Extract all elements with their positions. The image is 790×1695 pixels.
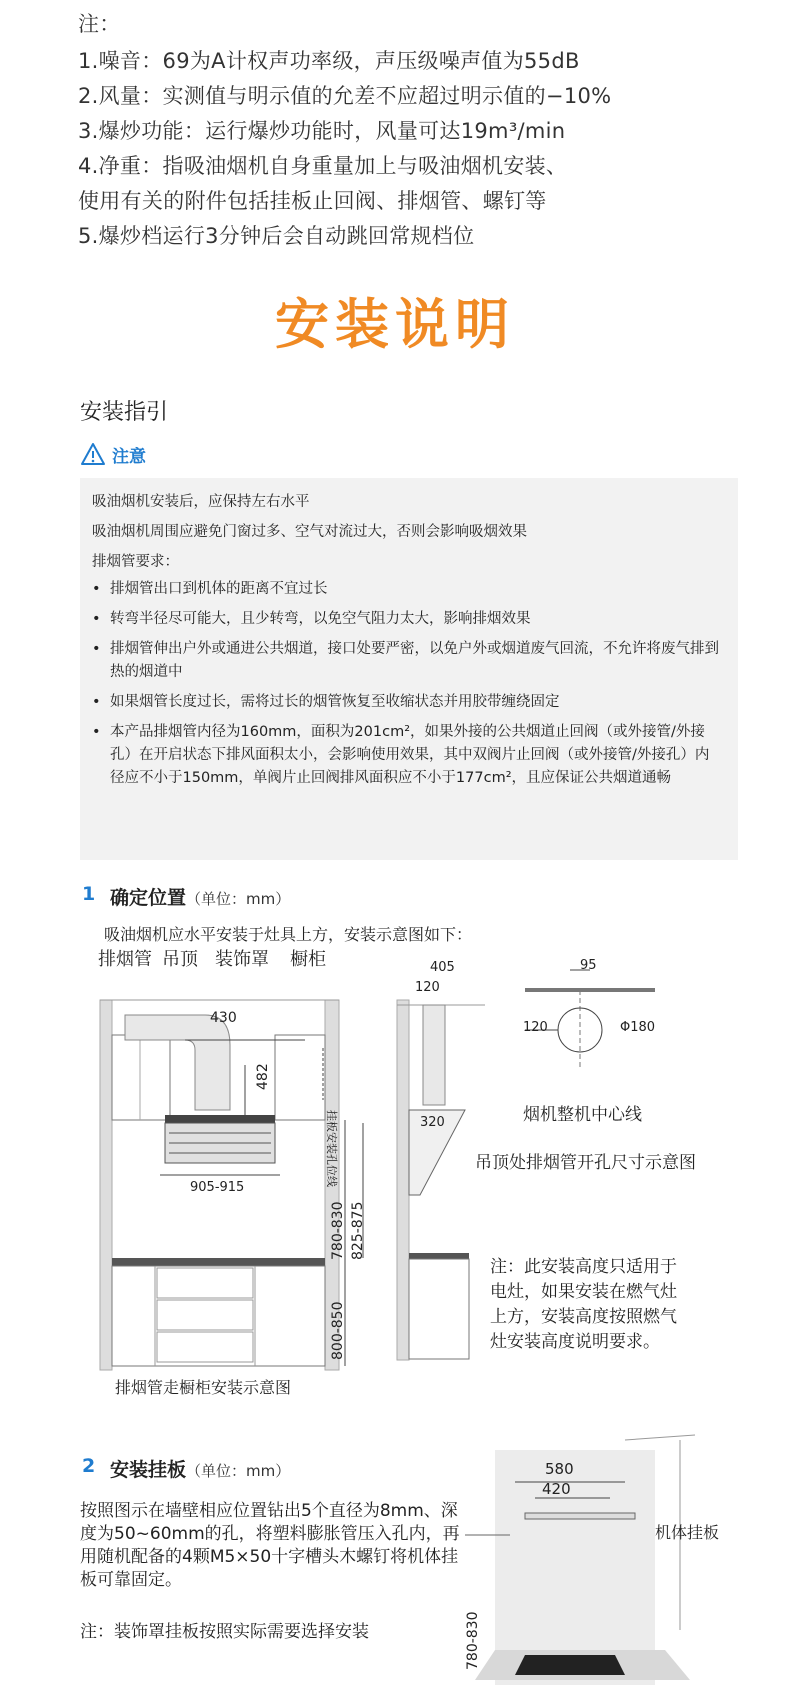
- dim-120b: 120: [523, 1020, 548, 1035]
- step2-title: 安装挂板（单位：mm）: [110, 1459, 291, 1481]
- dim-405: 405: [430, 960, 455, 975]
- plate-label: 机体挂板: [655, 1523, 720, 1542]
- note-line-5: 使用有关的附件包括挂板止回阀、排烟管、螺钉等: [78, 189, 547, 213]
- dim-905: 905-915: [190, 1180, 245, 1195]
- label-pipe: 排烟管: [98, 949, 152, 970]
- bullet-item: • 本产品排烟管内径为160mm，面积为201cm²，如果外接的公共烟道止回阀（或外接管/外接孔）在开启状态下排风面积太小，会影响使用效果，其中双阀片止回阀（或外接管/外接孔）内径应不小于150mm，单阀片止回阀排风面积应不小于177cm²，且应保证公共烟道通畅: [92, 724, 710, 786]
- hole-caption: 吊顶处排烟管开孔尺寸示意图: [475, 1153, 696, 1173]
- section-title: 安装说明: [275, 293, 515, 356]
- attention-row: [80, 440, 146, 468]
- box-line-3: 排烟管要求：: [92, 554, 179, 570]
- dim-320: 320: [420, 1115, 445, 1130]
- step2-text: 按照图示在墙壁相应位置钻出5个直径为8mm、深度为50~60mm的孔，将塑料膨胀管压入孔内，再用随机配备的4颗M5×50十字槽头木螺钉将机体挂板可靠固定。: [80, 1501, 460, 1590]
- dim-780: 780-830: [330, 1201, 346, 1260]
- step1-desc: 吸油烟机应水平安装于灶具上方，安装示意图如下：: [104, 925, 473, 944]
- step1-title: 确定位置（单位：mm）: [110, 887, 291, 909]
- bullet-item: • 如果烟管长度过长，需将过长的烟管恢复至收缩状态并用胶带缠绕固定: [92, 694, 560, 710]
- bullet-item: • 转弯半径尽可能大，且少转弯，以免空气阻力太大，影响排烟效果: [92, 611, 531, 627]
- attention-label: 注意: [112, 446, 146, 467]
- dim-180: Φ180: [620, 1020, 656, 1035]
- note-line-1: 1.噪音：69为A计权声功率级，声压级噪声值为55dB: [78, 49, 580, 73]
- kitchen-diagram: [95, 990, 395, 1375]
- note-line-3: 3.爆炒功能：运行爆炒功能时，风量可达19m³/min: [78, 119, 566, 143]
- dim-482: 482: [255, 1063, 271, 1090]
- bullet-item: • 排烟管出口到机体的距离不宜过长: [92, 581, 328, 597]
- dim-580: 580: [545, 1460, 574, 1478]
- notes-heading: 注：: [78, 12, 121, 36]
- step1-note-1: 注：此安装高度只适用于: [490, 1257, 677, 1277]
- dim-95: 95: [580, 958, 597, 973]
- attention-box: [80, 478, 738, 860]
- box-line-2: 吸油烟机周围应避免门窗过多、空气对流过大，否则会影响吸烟效果: [92, 524, 527, 540]
- label-cabinet: 橱柜: [290, 949, 326, 970]
- box-line-1: 吸油烟机安装后，应保持左右水平: [92, 494, 310, 510]
- step2-note: 注：装饰罩挂板按照实际需要选择安装: [80, 1622, 369, 1642]
- dim-430: 430: [210, 1010, 237, 1026]
- step1-note-2: 电灶，如果安装在燃气灶: [490, 1282, 677, 1302]
- dim-420: 420: [542, 1480, 571, 1498]
- step1-num: 1: [82, 883, 96, 905]
- guide-title: 安装指引: [80, 400, 169, 425]
- plate-diagram: [465, 1430, 705, 1685]
- kitchen-caption: 排烟管走橱柜安装示意图: [115, 1378, 292, 1397]
- note-line-2: 2.风量：实测值与明示值的允差不应超过明示值的−10%: [78, 84, 612, 108]
- center-line-label: 烟机整机中心线: [523, 1105, 642, 1125]
- mount-line-label: 挂板安装孔位线: [325, 1110, 338, 1187]
- warning-icon: [80, 442, 106, 466]
- dim-825: 825-875: [350, 1201, 366, 1260]
- dim-120a: 120: [415, 980, 440, 995]
- bullet-item: • 排烟管伸出户外或通进公共烟道，接口处要严密，以免户外或烟道废气回流，不允许将废气排到热的烟道中: [92, 641, 719, 680]
- step2-num: 2: [82, 1455, 96, 1477]
- step1-note-4: 灶安装高度说明要求。: [490, 1332, 660, 1352]
- note-line-6: 5.爆炒档运行3分钟后会自动跳回常规档位: [78, 224, 475, 248]
- dim-780-830-plate: 780-830: [465, 1611, 481, 1670]
- step1-note-3: 上方，安装高度按照燃气: [490, 1307, 677, 1327]
- dim-800: 800-850: [330, 1301, 346, 1360]
- label-cover: 装饰罩: [215, 949, 269, 970]
- label-ceiling: 吊顶: [162, 949, 198, 970]
- note-line-4: 4.净重：指吸油烟机自身重量加上与吸油烟机安装、: [78, 154, 568, 178]
- side-view-diagram: [395, 995, 485, 1365]
